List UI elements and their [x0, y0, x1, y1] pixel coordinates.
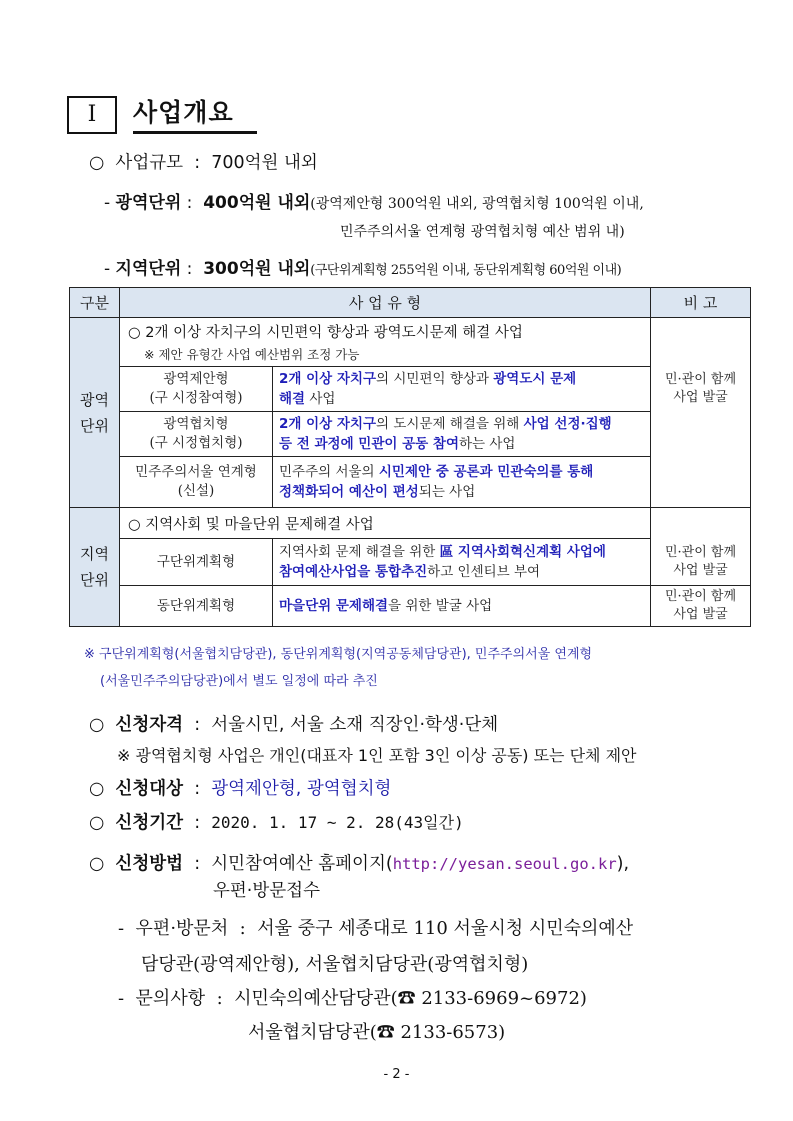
- regional-remark-top: [651, 318, 751, 367]
- header-type: 사 업 유 형: [120, 288, 651, 318]
- section-title-text: 사업개요: [133, 98, 234, 127]
- type-democracy-seoul: 민주주의서울 연계형 (신설): [120, 457, 273, 508]
- desc-regional-cooperation: 2개 이상 자치구의 도시문제 해결을 위해 사업 선정·집행 등 전 과정에 민관이 공동 참여하는 사업: [273, 412, 651, 457]
- qualification-line: ○ 신청자격 : 서울시민, 서울 소재 직장인·학생·단체: [89, 715, 499, 735]
- regional-remark: 민·관이 함께 사업 발굴: [651, 367, 751, 412]
- homepage-link[interactable]: http://yesan.seoul.go.kr: [392, 855, 617, 873]
- type-regional-cooperation: 광역협치형 (구 시정협치형): [120, 412, 273, 457]
- target-line: ○ 신청대상 : 광역제안형, 광역협치형: [89, 779, 392, 799]
- header-remark: 비 고: [651, 288, 751, 318]
- scale-local: - 지역단위 : 300억원 내외(구단위계획형 255억원 이내, 동단위계획형 60억원 이내): [104, 259, 622, 279]
- period-line: ○ 신청기간 : 2020. 1. 17 ~ 2. 28(43일간): [89, 813, 464, 833]
- mail-line2: 담당관(광역제안형), 서울협치담당관(광역협치형): [141, 954, 529, 975]
- local-subhead: ○ 지역사회 및 마을단위 문제해결 사업: [120, 508, 651, 539]
- contact-line1: - 문의사항 : 시민숙의예산담당관(☎ 2133-6969~6972): [118, 988, 587, 1009]
- scale-line: ○ 사업규모 : 700억원 내외: [89, 153, 318, 173]
- desc-regional-proposal: 2개 이상 자치구의 시민편익 향상과 광역도시 문제 해결 사업: [273, 367, 651, 412]
- scale-regional-detail2: 민주주의서울 연계형 광역협치형 예산 범위 내): [340, 224, 625, 240]
- group-local: 지역 단위: [70, 508, 120, 627]
- type-regional-proposal: 광역제안형 (구 시정참여형): [120, 367, 273, 412]
- title-underline: [133, 131, 257, 134]
- mail-line1: - 우편·방문처 : 서울 중구 세종대로 110 서울시청 시민숙의예산: [118, 918, 634, 939]
- header-category: 구분: [70, 288, 120, 318]
- desc-neighborhood: 마을단위 문제해결을 위한 발굴 사업: [273, 586, 651, 627]
- regional-subhead: ○ 2개 이상 자치구의 시민편익 향상과 광역도시문제 해결 사업 ※ 제안 유형간 사업 예산범위 조정 가능: [120, 318, 651, 367]
- type-neighborhood: 동단위계획형: [120, 586, 273, 627]
- method-line2: 우편·방문접수: [213, 881, 320, 901]
- local-remark-top: [651, 508, 751, 539]
- project-type-table: [69, 287, 751, 627]
- district-remark: 민·관이 함께 사업 발굴: [651, 539, 751, 586]
- footnote-line1: ※ 구단위계획형(서울협치담당관), 동단위계획형(지역공동체담당관), 민주주의서울 연계형: [84, 647, 593, 662]
- page-number: - 2 -: [383, 1067, 410, 1082]
- section-title: [133, 93, 255, 129]
- desc-district: 지역사회 문제 해결을 위한 區 지역사회혁신계획 사업에 참여예산사업을 통합추진하고 인센티브 부여: [273, 539, 651, 586]
- qualification-note: ※ 광역협치형 사업은 개인(대표자 1인 포함 3인 이상 공동) 또는 단체 제안: [117, 746, 637, 765]
- section-number: Ⅰ: [67, 96, 117, 134]
- contact-line2: 서울협치담당관(☎ 2133-6573): [248, 1022, 506, 1043]
- scale-regional: - 광역단위 : 400억원 내외(광역제안형 300억원 내외, 광역협치형 100억원 이내,: [104, 193, 644, 213]
- neighborhood-remark: 민·관이 함께 사업 발굴: [651, 586, 751, 627]
- type-district: 구단위계획형: [120, 539, 273, 586]
- footnote-line2: (서울민주주의담당관)에서 별도 일정에 따라 추진: [100, 674, 378, 689]
- regional-remark-mid: [651, 412, 751, 457]
- regional-remark-bottom: [651, 457, 751, 508]
- method-line: ○ 신청방법 : 시민참여예산 홈페이지(http://yesan.seoul.go.kr),: [89, 854, 630, 874]
- group-regional: 광역 단위: [70, 318, 120, 508]
- desc-democracy-seoul: 민주주의 서울의 시민제안 중 공론과 민관숙의를 통해 정책화되어 예산이 편성되는 사업: [273, 457, 651, 508]
